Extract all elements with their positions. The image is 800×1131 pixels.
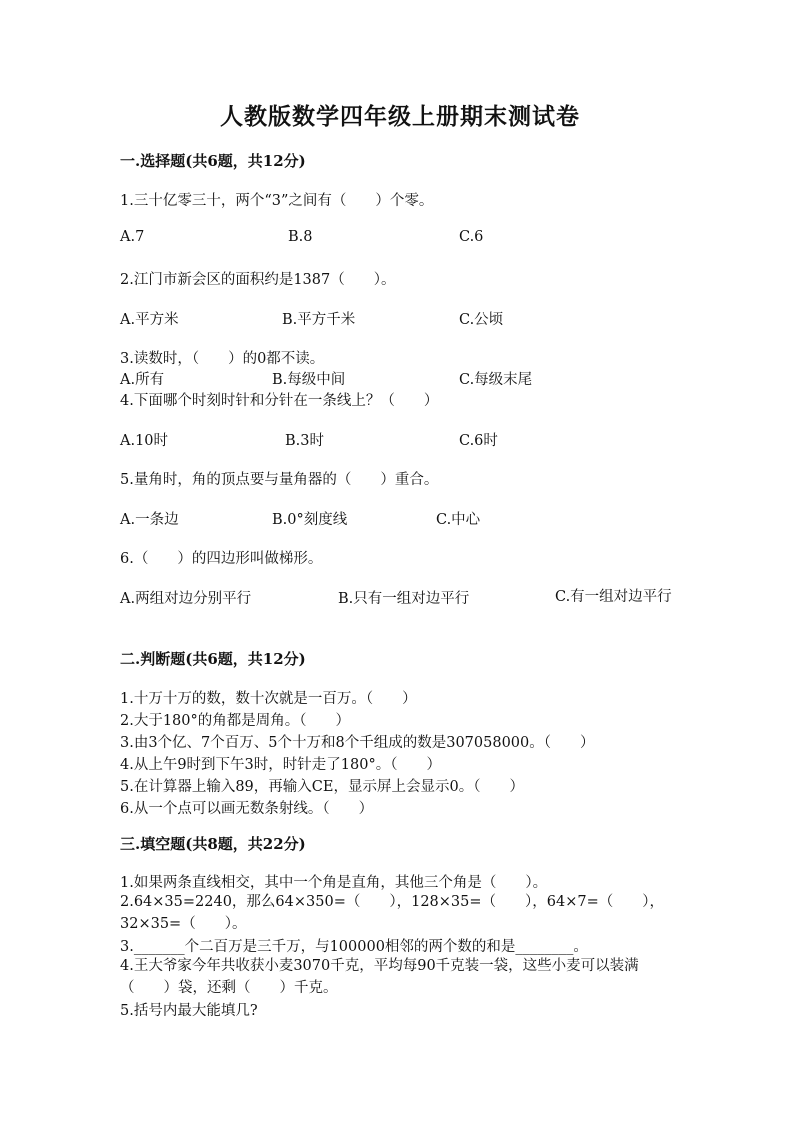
- judgement-item-1: 1.十万十万的数，数十次就是一百万。（ ）: [120, 691, 417, 707]
- choice-option-a: A.所有: [120, 372, 165, 388]
- choice-option-b: B.8: [288, 229, 313, 245]
- fill-question-3: 3._______个二百万是三千万，与100000相邻的两个数的和是________。: [120, 939, 588, 955]
- choice-option-c: C.每级末尾: [459, 372, 533, 388]
- choice-question-3: 3.读数时，（ ）的0都不读。: [120, 351, 325, 367]
- judgement-item-5: 5.在计算器上输入89，再输入CE，显示屏上会显示0。（ ）: [120, 779, 524, 795]
- judgement-item-2: 2.大于180°的角都是周角。（ ）: [120, 713, 351, 729]
- choice-question-5: 5.量角时，角的顶点要与量角器的（ ）重合。: [120, 472, 439, 488]
- choice-option-b: B.只有一组对边平行: [338, 591, 470, 607]
- section-heading-choice: 一.选择题(共6题，共12分): [120, 152, 306, 170]
- fill-question-5: 5.括号内最大能填几?: [120, 1003, 258, 1019]
- section-heading-fill-blank: 三.填空题(共8题，共22分): [120, 835, 306, 853]
- choice-option-c: C.有一组对边平行: [555, 589, 672, 605]
- choice-question-4: 4.下面哪个时刻时针和分针在一条线上？（ ）: [120, 393, 439, 409]
- judgement-item-6: 6.从一个点可以画无数条射线。（ ）: [120, 801, 374, 817]
- fill-question-4: 4.王大爷家今年共收获小麦3070千克，平均每90千克装一袋，这些小麦可以装满（ ）袋，还剩（ ）千克。: [120, 958, 639, 996]
- choice-option-c: C.6时: [459, 433, 498, 449]
- choice-option-b: B.3时: [285, 433, 324, 449]
- choice-option-c: C.6: [459, 229, 484, 245]
- choice-question-6: 6.（ ）的四边形叫做梯形。: [120, 551, 323, 567]
- choice-option-a: A.10时: [120, 433, 169, 449]
- choice-option-b: B.每级中间: [272, 372, 346, 388]
- choice-option-c: C.公顷: [459, 312, 504, 328]
- choice-option-b: B.平方千米: [282, 312, 356, 328]
- page-title: 人教版数学四年级上册期末测试卷: [220, 103, 580, 130]
- choice-option-a: A.两组对边分别平行: [120, 591, 252, 607]
- judgement-item-3: 3.由3个亿、7个百万、5个十万和8个千组成的数是307058000。（ ）: [120, 735, 595, 751]
- choice-option-a: A.7: [120, 229, 145, 245]
- choice-question-2: 2.江门市新会区的面积约是1387（ ）。: [120, 272, 396, 288]
- choice-option-b: B.0°刻度线: [272, 512, 348, 528]
- choice-option-a: A.一条边: [120, 512, 179, 528]
- fill-question-1: 1.如果两条直线相交，其中一个角是直角，其他三个角是（ ）。: [120, 875, 548, 891]
- choice-option-a: A.平方米: [120, 312, 179, 328]
- section-heading-judgement: 二.判断题(共6题，共12分): [120, 650, 306, 668]
- choice-question-1: 1.三十亿零三十，两个“3”之间有（ ）个零。: [120, 193, 434, 209]
- judgement-item-4: 4.从上午9时到下午3时，时针走了180°。（ ）: [120, 757, 441, 773]
- fill-question-2: 2.64×35=2240，那么64×350=（ ），128×35=（ ），64×7=（ ），32×35=（ ）。: [120, 894, 665, 932]
- choice-option-c: C.中心: [436, 512, 481, 528]
